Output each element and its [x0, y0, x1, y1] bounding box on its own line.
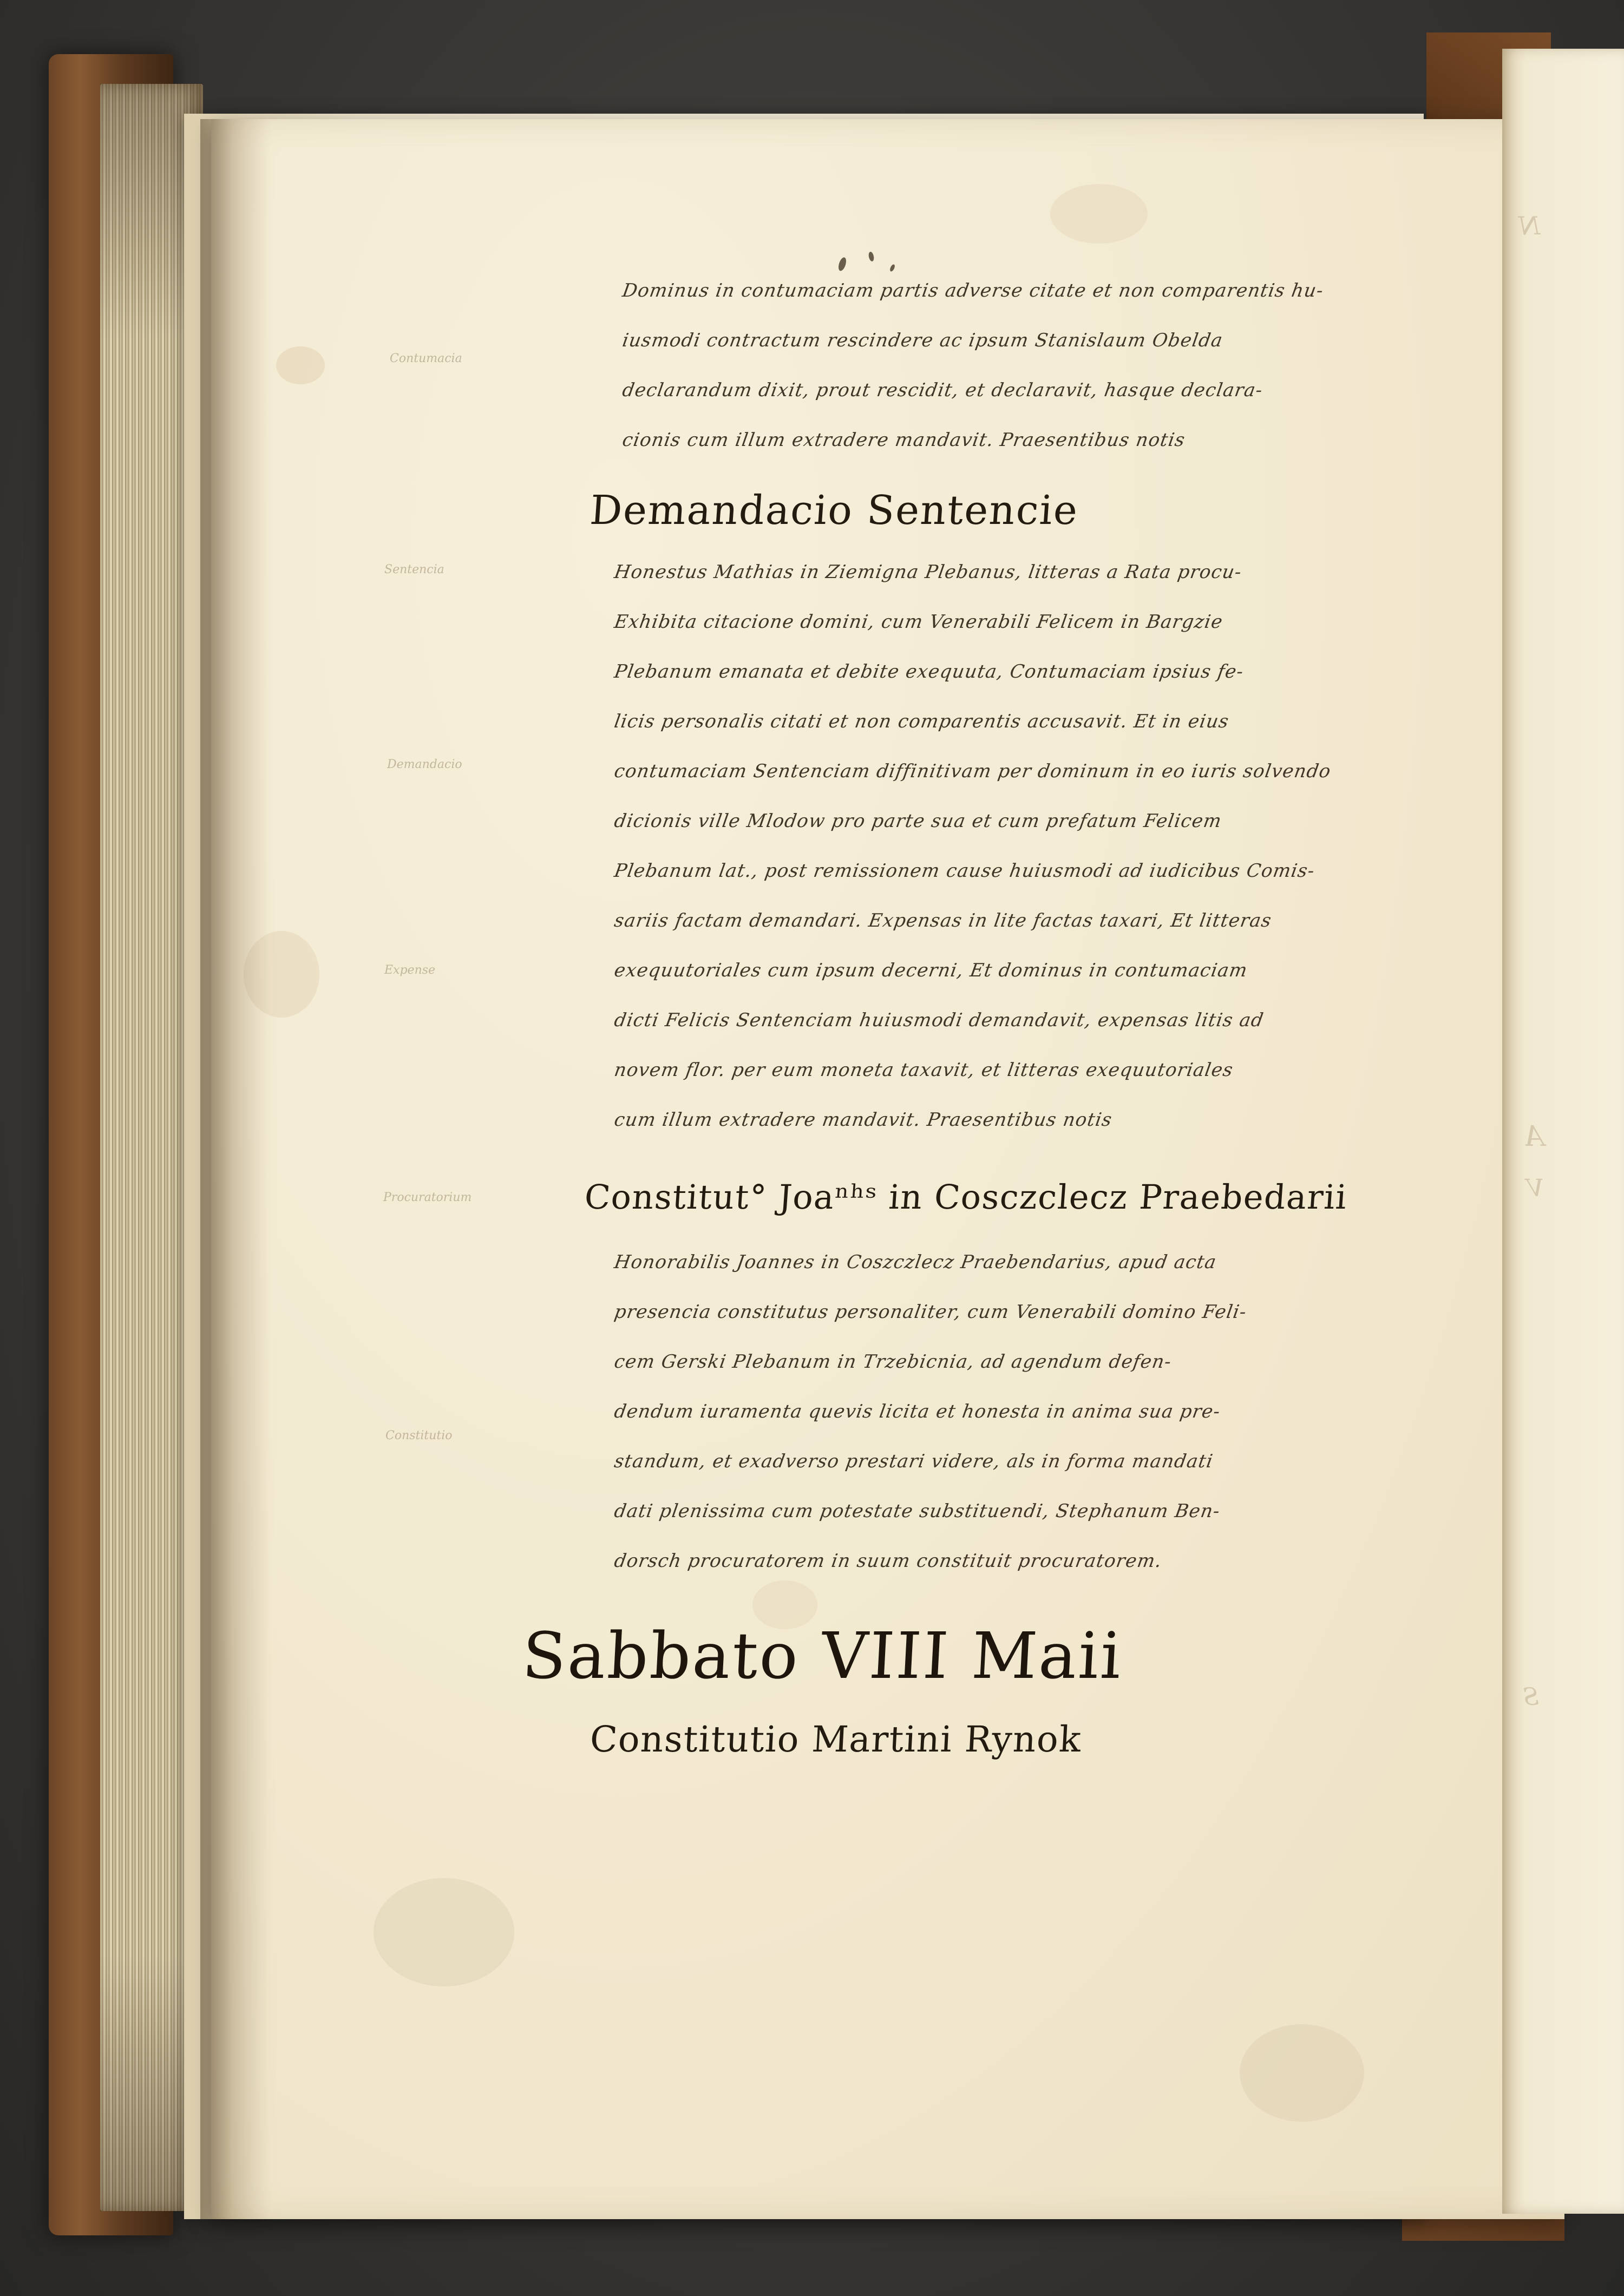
text-line: dicionis ville Mlodow pro parte sua et cum prefatum Felicem: [612, 810, 1223, 832]
open-book: [49, 32, 1608, 2268]
show-through-text: N: [1518, 211, 1541, 240]
text-line: cionis cum illum extradere mandavit. Praesentibus notis: [620, 429, 1187, 451]
text-line: Exhibita citacione domini, cum Venerabili Felicem in Bargzie: [612, 611, 1224, 633]
text-line: sariis factam demandari. Expensas in lite factas taxari, Et litteras: [612, 910, 1274, 931]
manuscript-page-recto: [211, 119, 1564, 2219]
show-through-text: S: [1523, 1683, 1540, 1711]
marginal-note: Contumacia: [390, 352, 462, 365]
marginal-note: Procuratorium: [383, 1191, 472, 1204]
text-line: dendum iuramenta quevis licita et honesta in anima sua pre-: [612, 1401, 1222, 1422]
text-line: Dominus in contumaciam partis adverse citate et non comparentis hu-: [620, 280, 1326, 301]
text-line: Honestus Mathias in Ziemigna Plebanus, litteras a Rata procu-: [612, 561, 1243, 583]
text-line: Plebanum lat., post remissionem cause huiusmodi ad iudicibus Comis-: [612, 860, 1317, 882]
text-line: Plebanum emanata et debite exequuta, Contumaciam ipsius fe-: [612, 661, 1246, 683]
show-through-text: V: [1527, 1175, 1544, 1202]
text-line: iusmodi contractum rescindere ac ipsum Stanislaum Obelda: [620, 330, 1225, 351]
text-line: exequutoriales cum ipsum decerni, Et dominus in contumaciam: [612, 960, 1249, 981]
section-heading-constitutio-joannis: Constitut° Joaⁿʰˢ in Cosczclecz Praebedarii: [583, 1177, 1349, 1217]
text-line: cem Gerski Plebanum in Trzebicnia, ad agendum defen-: [612, 1351, 1174, 1373]
section-heading-demandacio: Demandacio Sentencie: [588, 487, 1080, 534]
text-line: standum, et exadverso prestari videre, als in forma mandati: [612, 1451, 1215, 1472]
text-line: Honorabilis Joannes in Coszczlecz Praebendarius, apud acta: [612, 1251, 1219, 1273]
text-line: dicti Felicis Sentenciam huiusmodi demandavit, expensas litis ad: [612, 1009, 1266, 1031]
marginal-note: Sentencia: [384, 563, 444, 576]
manuscript-text-block: [211, 119, 1564, 2219]
text-line: licis personalis citati et non comparentis accusavit. Et in eius: [612, 711, 1231, 732]
marginal-note: Demandacio: [387, 758, 462, 771]
text-line: contumaciam Sentenciam diffinitivam per dominum in eo iuris solvendo: [612, 760, 1333, 782]
text-line: dorsch procuratorem in suum constituit procuratorem.: [612, 1550, 1164, 1572]
section-heading-constitutio-martini: Constitutio Martini Rynok: [588, 1718, 1083, 1760]
text-line: cum illum extradere mandavit. Praesentibus notis: [612, 1109, 1114, 1131]
marginal-note: Expense: [384, 963, 436, 977]
text-line: dati plenissima cum potestate substituendi, Stephanum Ben-: [612, 1500, 1222, 1522]
gutter-shadow: [200, 119, 271, 2219]
date-heading-sabbato: Sabbato VIII Maii: [520, 1618, 1125, 1693]
next-page-edge: [1502, 49, 1624, 2214]
text-line: declarandum dixit, prout rescidit, et declaravit, hasque declara-: [620, 379, 1265, 401]
marginal-note: Constitutio: [385, 1429, 453, 1442]
show-through-text: A: [1524, 1120, 1544, 1153]
text-line: presencia constitutus personaliter, cum Venerabili domino Feli-: [612, 1301, 1248, 1323]
text-line: novem flor. per eum moneta taxavit, et litteras exequutoriales: [612, 1059, 1235, 1081]
